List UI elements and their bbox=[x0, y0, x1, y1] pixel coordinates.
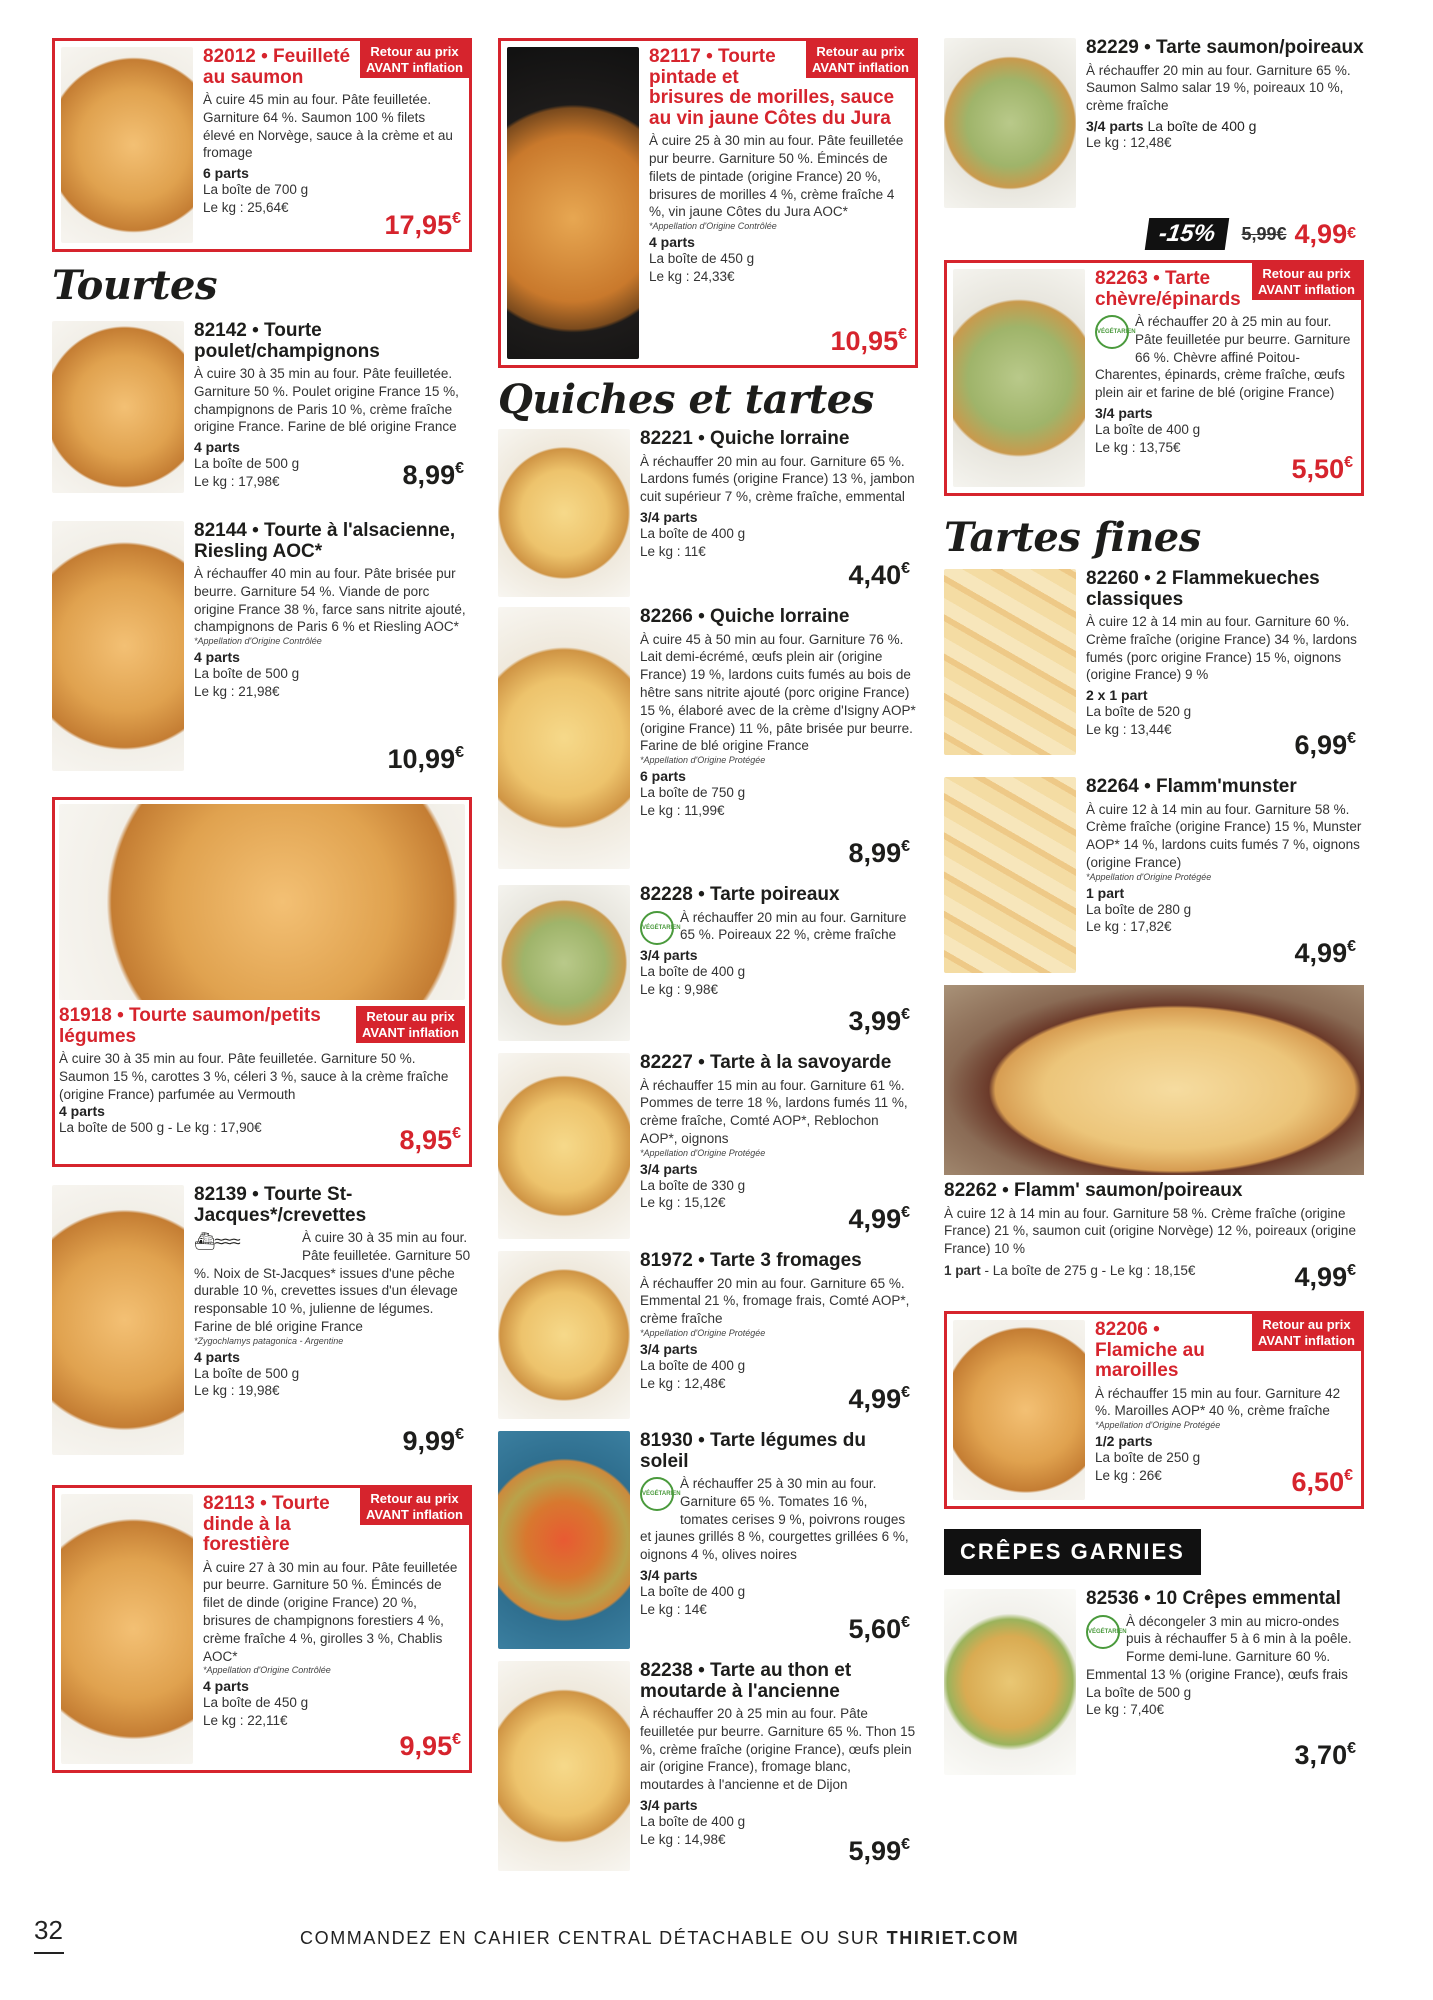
sustainable-fishing-icon: ⛴≈≈≈ bbox=[194, 1232, 240, 1252]
product-parts: 4 parts bbox=[194, 439, 240, 456]
product-name: Feuilleté au saumon bbox=[203, 46, 351, 88]
product-desc bbox=[640, 1475, 918, 1564]
product-kg: Le kg : 21,98€ bbox=[194, 683, 280, 699]
product-parts: 1 part bbox=[1086, 884, 1125, 901]
old-price: 5,99€ bbox=[1241, 223, 1287, 244]
product-kg: Le kg : 9,98€ bbox=[640, 981, 719, 997]
product-price bbox=[849, 1204, 910, 1235]
column-left bbox=[52, 38, 472, 1781]
product-box: - La boîte de 275 g - Le kg : 18,15€ bbox=[984, 1262, 1196, 1278]
price-currency: € bbox=[455, 744, 464, 761]
price-currency: € bbox=[452, 210, 461, 227]
product-82238[interactable] bbox=[498, 1661, 918, 1875]
product-code: 82536 • bbox=[1086, 1588, 1151, 1609]
product-desc: À cuire 12 à 14 min au four. Garniture 58 %. Crème fraîche (origine France) 21 %, saumon cuit (origine Norvège) 12 %, poireaux (origine France) 10 % bbox=[944, 1205, 1356, 1257]
section-title-crepes: CRÊPES GARNIES bbox=[944, 1529, 1201, 1575]
badge-line1: Retour au prix bbox=[366, 1009, 455, 1024]
product-box: La boîte de 400 g bbox=[640, 1814, 746, 1830]
parts-value: 3/4 parts bbox=[1086, 117, 1144, 134]
product-kg: Le kg : 12,48€ bbox=[640, 1375, 726, 1391]
price-currency: € bbox=[1347, 730, 1356, 747]
product-photo bbox=[498, 1053, 630, 1239]
product-parts: 3/4 parts bbox=[640, 947, 698, 964]
product-kg: Le kg : 17,98€ bbox=[194, 473, 280, 489]
product-code: 82228 • bbox=[640, 884, 705, 905]
product-82536[interactable] bbox=[944, 1589, 1364, 1779]
product-kg: Le kg : 19,98€ bbox=[194, 1383, 280, 1399]
product-price bbox=[849, 560, 910, 591]
price-value: 4,99 bbox=[848, 1384, 902, 1414]
vegetarian-icon: VÉGÉTARIEN bbox=[1095, 315, 1129, 349]
product-kg: Le kg : 12,48€ bbox=[1086, 134, 1172, 150]
product-name: Tarte légumes du soleil bbox=[640, 1430, 866, 1472]
price-currency: € bbox=[901, 838, 910, 855]
product-name: Flamiche au maroilles bbox=[1095, 1339, 1205, 1382]
product-desc bbox=[1086, 1613, 1364, 1684]
product-photo bbox=[61, 1494, 193, 1764]
product-code: 82266 • bbox=[640, 606, 705, 627]
product-box: La boîte de 400 g bbox=[640, 1584, 746, 1600]
price-value: 10,95 bbox=[830, 326, 899, 356]
product-code: 82206 • bbox=[1095, 1319, 1160, 1340]
product-photo bbox=[944, 777, 1076, 973]
product-parts: 3/4 parts bbox=[640, 1160, 698, 1177]
product-desc-text: À réchauffer 25 à 30 min au four. Garniture 65 %. Tomates 16 %, tomates cerises 9 %, poivrons rouges et jaunes grillés 8 %, courgettes grillées 6 %, oignons 4 %, olives noires bbox=[640, 1476, 909, 1563]
product-name: Tarte poireaux bbox=[710, 884, 840, 905]
price-currency: € bbox=[1347, 938, 1356, 955]
product-82262[interactable] bbox=[944, 985, 1364, 1295]
product-kg: Le kg : 14€ bbox=[640, 1601, 707, 1617]
product-desc-text: À réchauffer 20 à 25 min au four. Pâte feuilletée pur beurre. Garniture 66 %. Chèvre affiné Poitou-Charentes, épinards, crème fraîche, œufs plein air et farine de blé (origine France) bbox=[1095, 314, 1351, 401]
product-desc: À cuire 25 à 30 min au four. Pâte feuilletée pur beurre. Garniture 50 %. Émincés de filets de pintade (origine France) 20 %, brisures de morilles 4 %, crème fraîche 4 %, vin jaune Côtes du Jura AOC* bbox=[649, 133, 904, 220]
product-note: *Appellation d'Origine Protégée bbox=[1095, 1420, 1221, 1431]
product-price bbox=[400, 1731, 461, 1762]
product-box: La boîte de 500 g bbox=[1086, 1684, 1192, 1700]
product-body bbox=[59, 1006, 465, 1137]
product-box: La boîte de 450 g bbox=[203, 1695, 309, 1711]
price-value: 3,70 bbox=[1294, 1740, 1348, 1770]
price-value: 6,50 bbox=[1291, 1467, 1345, 1497]
product-desc-text: À réchauffer 20 min au four. Garniture 65 %. Poireaux 22 %, crème fraîche bbox=[680, 909, 907, 943]
product-parts: 4 parts bbox=[649, 234, 695, 251]
product-82139[interactable] bbox=[52, 1185, 472, 1465]
product-price bbox=[388, 744, 464, 775]
product-desc bbox=[1095, 313, 1353, 402]
product-body bbox=[194, 1185, 472, 1465]
product-price bbox=[403, 1426, 464, 1457]
badge-line1: Retour au prix bbox=[1262, 1317, 1351, 1332]
price-currency: € bbox=[1344, 1467, 1353, 1484]
product-photo bbox=[498, 1251, 630, 1419]
badge-line2: AVANT inflation bbox=[1257, 281, 1355, 297]
product-kg: Le kg : 15,12€ bbox=[640, 1195, 726, 1211]
product-code: 82012 • bbox=[203, 46, 268, 67]
product-name: Quiche lorraine bbox=[710, 606, 850, 627]
column-right bbox=[944, 38, 1364, 1787]
product-name: Tourte dinde à la forestière bbox=[203, 1493, 330, 1556]
product-82264[interactable] bbox=[944, 777, 1364, 977]
product-code: 82229 • bbox=[1086, 37, 1151, 58]
product-desc: À réchauffer 15 min au four. Garniture 61 %. Pommes de terre 18 %, lardons fumés 11 %, crème fraîche, Comté AOP*, Reblochon AOP*, oignons bbox=[640, 1077, 908, 1146]
badge-line2: AVANT inflation bbox=[361, 1024, 459, 1040]
product-name: Tarte au thon et moutarde à l'ancienne bbox=[640, 1660, 852, 1702]
product-photo bbox=[52, 321, 184, 493]
price-value: 3,99 bbox=[848, 1006, 902, 1036]
product-photo bbox=[944, 1589, 1076, 1775]
product-box: La boîte de 750 g bbox=[640, 785, 746, 801]
product-box: La boîte de 400 g bbox=[640, 1357, 746, 1373]
product-note: *Zygochlamys patagonica - Argentine bbox=[194, 1335, 344, 1346]
badge-retour-prix bbox=[360, 41, 469, 78]
product-note: *Appellation d'Origine Protégée bbox=[640, 1327, 766, 1338]
product-box: La boîte de 400 g bbox=[1095, 422, 1201, 438]
badge-line1: Retour au prix bbox=[370, 1491, 459, 1506]
product-name: Tourte poulet/champignons bbox=[194, 320, 380, 362]
product-box: La boîte de 500 g - Le kg : 17,90€ bbox=[59, 1120, 262, 1136]
product-desc bbox=[194, 1229, 472, 1336]
product-price bbox=[849, 1384, 910, 1415]
badge-line1: Retour au prix bbox=[1262, 266, 1351, 281]
product-box: La boîte de 450 g bbox=[649, 251, 755, 267]
product-parts: 6 parts bbox=[203, 165, 249, 182]
badge-line2: AVANT inflation bbox=[365, 59, 463, 75]
price-currency: € bbox=[455, 1426, 464, 1443]
product-photo bbox=[61, 47, 193, 243]
product-code: 81918 • bbox=[59, 1005, 124, 1026]
product-parts: 4 parts bbox=[194, 649, 240, 666]
product-parts: 3/4 parts bbox=[1095, 405, 1153, 422]
product-desc: À cuire 30 à 35 min au four. Pâte feuilletée. Garniture 50 %. Poulet origine France 15 %, champignons de Paris 10 %, crème fraîche origine France. Farine de blé origine France bbox=[194, 366, 459, 435]
product-photo bbox=[59, 804, 465, 1000]
product-name: Tourte à l'alsacienne, Riesling AOC* bbox=[194, 520, 456, 562]
badge-line1: Retour au prix bbox=[370, 44, 459, 59]
product-note: *Appellation d'Origine Contrôlée bbox=[649, 221, 777, 232]
product-desc: À réchauffer 20 min au four. Garniture 65 %. Emmental 21 %, fromage frais, Comté AOP*, crème fraîche bbox=[640, 1275, 910, 1327]
product-photo bbox=[52, 1185, 184, 1455]
product-desc: À réchauffer 20 min au four. Garniture 65 %. Lardons fumés (origine France) 13 %, jambon cuit supérieur 7 %, crème fraîche, emmental bbox=[640, 453, 915, 505]
product-82229[interactable] bbox=[944, 38, 1364, 252]
price-value: 5,60 bbox=[848, 1614, 902, 1644]
product-desc-text: À cuire 30 à 35 min au four. Pâte feuilletée. Garniture 50 %. Noix de St-Jacques* issues d'une pêche durable 10 %, crevettes issues d'un élevage responsable 10 %, julienne de légumes. Farine de blé origine France bbox=[194, 1230, 471, 1335]
product-81930[interactable] bbox=[498, 1431, 918, 1653]
product-note: *Appellation d'Origine Protégée bbox=[640, 755, 766, 766]
product-desc: À réchauffer 40 min au four. Pâte brisée pur beurre. Garniture 54 %. Viande de porc origine France 38 %, farce sans nitrite ajouté, champignons de Paris 6 % et Riesling AOC* bbox=[194, 566, 466, 635]
product-parts: 3/4 parts bbox=[640, 1340, 698, 1357]
price-value: 6,99 bbox=[1294, 730, 1348, 760]
product-box: La boîte de 700 g bbox=[203, 182, 309, 198]
price-value: 8,99 bbox=[402, 460, 456, 490]
product-note: *Appellation d'Origine Contrôlée bbox=[194, 636, 322, 647]
product-code: 82238 • bbox=[640, 1660, 705, 1681]
price-value: 4,99 bbox=[848, 1204, 902, 1234]
price-currency: € bbox=[901, 1836, 910, 1853]
product-parts: 4 parts bbox=[203, 1678, 249, 1695]
product-desc: À cuire 30 à 35 min au four. Pâte feuilletée. Garniture 50 %. Saumon 15 %, carottes 3 %, céleri 3 %, sauce à la crème fraîche (origine France) parfumée au Vermouth bbox=[59, 1051, 449, 1102]
price-value: 4,99 bbox=[1294, 218, 1348, 249]
page-number-underline bbox=[34, 1952, 64, 1954]
product-price bbox=[1292, 1467, 1353, 1498]
badge-line2: AVANT inflation bbox=[1257, 1332, 1355, 1348]
product-desc: À réchauffer 20 min au four. Garniture 65 %. Saumon Salmo salar 19 %, poireaux 10 %, crème fraîche bbox=[1086, 62, 1351, 114]
product-desc: À cuire 12 à 14 min au four. Garniture 58 %. Crème fraîche (origine France) 15 %, Munster AOP* 14 %, lardons cuits fumés 7 %, oignons (origine France) bbox=[1086, 801, 1362, 870]
product-price bbox=[849, 1614, 910, 1645]
product-name: Tourte saumon/petits légumes bbox=[59, 1005, 321, 1047]
product-82263[interactable] bbox=[944, 260, 1364, 496]
product-photo bbox=[498, 885, 630, 1041]
section-title-tartes-fines: Tartes fines bbox=[944, 514, 1201, 561]
price-value: 4,99 bbox=[1294, 1262, 1348, 1292]
product-body bbox=[649, 44, 909, 359]
product-box: La boîte de 250 g bbox=[1095, 1450, 1201, 1466]
product-82117[interactable] bbox=[498, 38, 918, 368]
discount-badge: -15% bbox=[1145, 218, 1230, 250]
price-value: 8,99 bbox=[848, 838, 902, 868]
footer-site-link[interactable]: THIRIET.COM bbox=[886, 1928, 1020, 1948]
product-price bbox=[1295, 730, 1356, 761]
product-desc: À cuire 45 min au four. Pâte feuilletée. Garniture 64 %. Saumon 100 % filets élevé en Norvège, sauce à la crème et au fromage bbox=[203, 92, 453, 161]
product-parts: 4 parts bbox=[59, 1103, 105, 1120]
product-photo bbox=[944, 569, 1076, 755]
badge-retour-prix bbox=[1252, 1314, 1361, 1351]
product-82206[interactable] bbox=[944, 1311, 1364, 1509]
product-code: 82139 • bbox=[194, 1184, 259, 1205]
product-name: Flamm' saumon/poireaux bbox=[1014, 1180, 1243, 1201]
product-82260[interactable] bbox=[944, 569, 1364, 769]
price-currency: € bbox=[455, 460, 464, 477]
product-body bbox=[640, 607, 918, 877]
product-price bbox=[849, 1006, 910, 1037]
product-note: *Appellation d'Origine Contrôlée bbox=[203, 1665, 331, 1676]
product-desc: À réchauffer 15 min au four. Garniture 42 %. Maroilles AOP* 40 %, crème fraîche bbox=[1095, 1385, 1341, 1419]
price-value: 4,99 bbox=[1294, 938, 1348, 968]
product-photo bbox=[498, 607, 630, 869]
product-kg: Le kg : 11,99€ bbox=[640, 802, 725, 818]
product-code: 82113 • bbox=[203, 1493, 267, 1514]
product-name: Tarte chèvre/épinards bbox=[1095, 268, 1241, 310]
product-parts: 3/4 parts bbox=[640, 508, 698, 525]
product-82227[interactable] bbox=[498, 1053, 918, 1243]
badge-retour-prix bbox=[360, 1488, 469, 1525]
price-currency: € bbox=[901, 560, 910, 577]
product-code: 82117 • bbox=[649, 46, 713, 67]
product-parts: 6 parts bbox=[640, 768, 686, 785]
product-desc-text: À décongeler 3 min au micro-ondes puis à réchauffer 5 à 6 min à la poêle. Forme demi-lune. Garniture 60 %. Emmental 13 % (origine France), œufs frais bbox=[1086, 1613, 1352, 1682]
product-photo bbox=[953, 1320, 1085, 1500]
product-81918[interactable] bbox=[52, 797, 472, 1167]
product-kg: Le kg : 11€ bbox=[640, 543, 706, 559]
product-kg: Le kg : 26€ bbox=[1095, 1467, 1162, 1483]
product-box: La boîte de 500 g bbox=[194, 666, 300, 682]
price-value: 5,50 bbox=[1291, 454, 1345, 484]
price-currency: € bbox=[901, 1614, 910, 1631]
product-name: Tarte à la savoyarde bbox=[710, 1052, 892, 1073]
price-value: 4,40 bbox=[848, 560, 902, 590]
product-82228[interactable] bbox=[498, 885, 918, 1045]
product-parts: 3/4 parts bbox=[640, 1567, 698, 1584]
page-number: 32 bbox=[34, 1915, 63, 1945]
product-kg: Le kg : 22,11€ bbox=[203, 1712, 288, 1728]
product-photo bbox=[52, 521, 184, 771]
product-photo bbox=[498, 1661, 630, 1871]
product-desc: À cuire 27 à 30 min au four. Pâte feuilletée pur beurre. Garniture 50 %. Émincés de filet de dinde (origine France) 20 %, brisures de champignons forestiers 4 %, crème fraîche 4 %, girolles 3 %, Chablis AOC* bbox=[203, 1559, 458, 1664]
product-price-block bbox=[1147, 218, 1356, 250]
column-middle bbox=[498, 38, 918, 1883]
price-currency: € bbox=[1347, 1262, 1356, 1279]
product-name: 10 Crêpes emmental bbox=[1156, 1588, 1341, 1609]
price-currency: € bbox=[1347, 1740, 1356, 1757]
product-desc bbox=[640, 909, 918, 945]
product-82266[interactable] bbox=[498, 607, 918, 877]
product-price bbox=[831, 326, 907, 357]
product-price bbox=[403, 460, 464, 491]
section-title-tourtes: Tourtes bbox=[52, 262, 217, 309]
price-value: 17,95 bbox=[384, 210, 453, 240]
product-code: 81972 • bbox=[640, 1250, 705, 1271]
product-name: Tarte saumon/poireaux bbox=[1156, 37, 1364, 58]
price-value: 10,99 bbox=[387, 744, 456, 774]
product-photo bbox=[507, 47, 639, 359]
product-note: *Appellation d'Origine Protégée bbox=[1086, 871, 1212, 882]
badge-line1: Retour au prix bbox=[816, 44, 905, 59]
product-parts: 3/4 parts bbox=[640, 1797, 698, 1814]
product-body bbox=[203, 1491, 463, 1764]
product-82144[interactable] bbox=[52, 521, 472, 783]
product-code: 82260 • bbox=[1086, 568, 1151, 589]
product-parts: 1/2 parts bbox=[1095, 1433, 1153, 1450]
product-81972[interactable] bbox=[498, 1251, 918, 1423]
price-value: 8,95 bbox=[399, 1125, 453, 1155]
product-name: 2 Flammekueches classiques bbox=[1086, 568, 1320, 610]
product-desc: À cuire 12 à 14 min au four. Garniture 60 %. Crème fraîche (origine France) 34 %, lardons fumés (porc origine France) 15 %, oignons (origine France) 9 % bbox=[1086, 614, 1357, 683]
product-price bbox=[849, 1836, 910, 1867]
vegetarian-icon: VÉGÉTARIEN bbox=[1086, 1615, 1120, 1649]
product-box: La boîte de 280 g bbox=[1086, 901, 1192, 917]
product-price bbox=[1292, 454, 1353, 485]
product-82142[interactable] bbox=[52, 321, 472, 499]
footer-order-text bbox=[300, 1928, 1019, 1949]
product-code: 82142 • bbox=[194, 320, 259, 341]
product-desc: À cuire 45 à 50 min au four. Garniture 76 %. Lait demi-écrémé, œufs plein air (origine France) 19 %, lardons cuits fumés au bois de hêtre sans nitrite ajouté (porc origine France) 15 %, élaboré avec de la crème d'Isigny AOP* (origine France) 11 %, pâte brisée pur beurre. Farine de blé origine France bbox=[640, 631, 916, 754]
product-photo bbox=[944, 985, 1364, 1175]
product-82221[interactable] bbox=[498, 429, 918, 599]
product-price bbox=[849, 838, 910, 869]
price-currency: € bbox=[1344, 454, 1353, 471]
product-parts bbox=[1086, 118, 1364, 134]
product-photo bbox=[944, 38, 1076, 208]
product-code: 82263 • bbox=[1095, 268, 1160, 289]
product-parts: 2 x 1 part bbox=[1086, 687, 1148, 704]
vegetarian-icon: VÉGÉTARIEN bbox=[640, 911, 674, 945]
product-code: 82227 • bbox=[640, 1052, 705, 1073]
product-name: Tourte St-Jacques*/crevettes bbox=[194, 1184, 367, 1226]
product-price bbox=[1295, 938, 1356, 969]
product-name: Flamm'munster bbox=[1156, 776, 1297, 797]
product-price bbox=[1295, 1262, 1356, 1293]
product-price bbox=[1295, 1740, 1356, 1771]
product-name: Tourte pintade et brisures de morilles, sauce au vin jaune Côtes du Jura bbox=[649, 46, 895, 129]
product-note: *Appellation d'Origine Protégée bbox=[640, 1147, 766, 1158]
product-parts: 4 parts bbox=[194, 1348, 240, 1365]
price-currency: € bbox=[901, 1384, 910, 1401]
product-box: La boîte de 500 g bbox=[194, 1365, 300, 1381]
product-kg: Le kg : 25,64€ bbox=[203, 199, 289, 215]
product-kg: Le kg : 13,44€ bbox=[1086, 721, 1172, 737]
product-parts: 1 part bbox=[944, 1262, 981, 1278]
price-value: 5,99 bbox=[848, 1836, 902, 1866]
product-code: 82262 • bbox=[944, 1180, 1009, 1201]
footer-text: COMMANDEZ EN CAHIER CENTRAL DÉTACHABLE OU SUR bbox=[300, 1928, 887, 1948]
price-value: 9,99 bbox=[402, 1426, 456, 1456]
product-kg: Le kg : 7,40€ bbox=[1086, 1702, 1165, 1718]
price-currency: € bbox=[452, 1125, 461, 1142]
product-desc: À réchauffer 20 à 25 min au four. Pâte feuilletée pur beurre. Garniture 65 %. Thon 15 %, crème fraîche (origine France), œufs plein air (origine France), fromage blanc, moutardes à l'ancienne et de Dijon bbox=[640, 1706, 916, 1793]
product-box: La boîte de 400 g bbox=[1147, 117, 1257, 134]
price-currency: € bbox=[898, 326, 907, 343]
price-value: 9,95 bbox=[399, 1731, 453, 1761]
badge-line2: AVANT inflation bbox=[365, 1506, 463, 1522]
product-price bbox=[400, 1125, 461, 1156]
product-box: La boîte de 330 g bbox=[640, 1177, 746, 1193]
product-kg: Le kg : 14,98€ bbox=[640, 1831, 726, 1847]
product-kg: Le kg : 17,82€ bbox=[1086, 919, 1172, 935]
badge-line2: AVANT inflation bbox=[811, 59, 909, 75]
vegetarian-icon: VÉGÉTARIEN bbox=[640, 1477, 674, 1511]
price-currency: € bbox=[452, 1731, 461, 1748]
product-kg: Le kg : 24,33€ bbox=[649, 268, 735, 284]
product-photo bbox=[498, 1431, 630, 1649]
product-box: La boîte de 400 g bbox=[640, 964, 746, 980]
badge-retour-prix bbox=[356, 1006, 465, 1043]
product-82113[interactable] bbox=[52, 1485, 472, 1773]
product-code: 81930 • bbox=[640, 1430, 705, 1451]
product-photo bbox=[953, 269, 1085, 487]
product-name: Quiche lorraine bbox=[710, 428, 850, 449]
product-code: 82264 • bbox=[1086, 776, 1151, 797]
product-box: La boîte de 500 g bbox=[194, 456, 300, 472]
price-currency: € bbox=[901, 1006, 910, 1023]
product-kg: Le kg : 13,75€ bbox=[1095, 439, 1181, 455]
badge-retour-prix bbox=[806, 41, 915, 78]
badge-retour-prix bbox=[1252, 263, 1361, 300]
product-box: La boîte de 520 g bbox=[1086, 704, 1192, 720]
product-photo bbox=[498, 429, 630, 597]
product-code: 82221 • bbox=[640, 428, 705, 449]
price-currency: € bbox=[1347, 225, 1356, 242]
product-box: La boîte de 400 g bbox=[640, 525, 746, 541]
product-82012[interactable] bbox=[52, 38, 472, 252]
product-price bbox=[385, 210, 461, 241]
product-name: Tarte 3 fromages bbox=[710, 1250, 862, 1271]
price-currency: € bbox=[901, 1204, 910, 1221]
section-title-quiches: Quiches et tartes bbox=[498, 376, 874, 423]
product-code: 82144 • bbox=[194, 520, 259, 541]
